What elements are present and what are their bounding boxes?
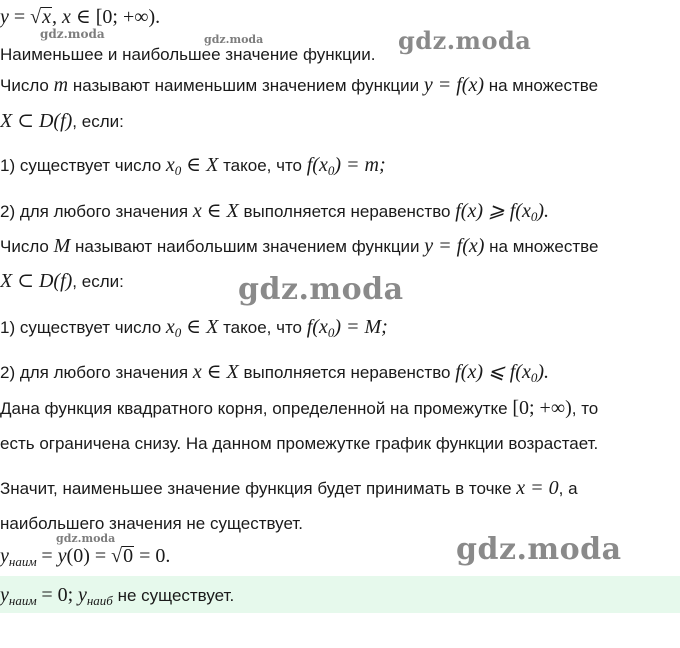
text: 1) существует число (0, 156, 162, 175)
math-M: M (53, 235, 71, 257)
text: выполняется неравенство (243, 363, 451, 382)
text: Дана функция квадратного корня, определенной на промежутке (0, 399, 508, 418)
condition-2-max (0, 361, 549, 389)
condition-2-min (0, 200, 549, 228)
given-line-1 (0, 397, 598, 420)
math-set: X ⊂ D(f) (0, 270, 73, 292)
answer-line: $y_{наим} = 0$; $y_{наиб}$ не существует. (0, 584, 235, 608)
watermark-small: gdz.moda (204, 33, 264, 46)
definition-max-line-1 (0, 235, 598, 258)
text: называют наибольшим значением функции (75, 237, 420, 256)
conclusion-line-2: наибольшего значения не существует. (0, 514, 304, 533)
math-m: m (53, 74, 69, 96)
math-x-in-X: x ∈ X (192, 200, 239, 222)
given-line-2: есть ограничена снизу. На данном промежутке график функции возрастает. (0, 434, 599, 453)
watermark-small: gdz.moda (56, 532, 116, 545)
math-x0-in-X: $x_0$ ∈ X (165, 154, 219, 178)
math-set: X ⊂ D(f) (0, 110, 73, 132)
text: выполняется неравенство (243, 202, 451, 221)
text: на множестве (489, 237, 599, 256)
text: , а (558, 479, 578, 498)
math-inequality-max: f(x) ⩽ $f(x_0)$. (455, 361, 550, 385)
definition-max-line-2 (0, 270, 124, 293)
watermark-large: gdz.moda (238, 272, 404, 307)
watermark-large: gdz.moda (456, 532, 622, 567)
text: 2) для любого значения (0, 202, 189, 221)
formula-top: y = √x, x ∈ [0; +∞). (0, 6, 161, 28)
text: называют наименьшим значением функции (72, 76, 420, 95)
math-f-x0-eq-m: $f(x_0) = m$; (306, 154, 386, 178)
text: на множестве (488, 76, 599, 95)
conclusion-line-1 (0, 477, 578, 500)
math-y-fx: y = f(x) (424, 235, 485, 257)
text: такое, что (223, 156, 303, 175)
watermark-large: gdz.moda (398, 26, 532, 55)
text: не существует. (117, 586, 235, 605)
definition-min-line-2 (0, 110, 124, 133)
math-x-in-X: x ∈ X (192, 361, 239, 383)
math-interval: [0; +∞) (512, 397, 572, 419)
math-f-x0-eq-M: $f(x_0) = M$; (306, 316, 388, 340)
condition-1-min (0, 154, 386, 182)
math-x-eq-0: x = 0 (516, 477, 559, 499)
text: 1) существует число (0, 318, 162, 337)
condition-1-max (0, 316, 388, 344)
text: Значит, наименьшее значение функция будет принимать в точке (0, 479, 512, 498)
watermark-small: gdz.moda (40, 27, 105, 41)
text: , если: (72, 272, 124, 291)
definition-min-line-1 (0, 74, 598, 97)
text: 2) для любого значения (0, 363, 189, 382)
text: , если: (72, 112, 124, 131)
text: Число (0, 76, 49, 95)
math-x0-in-X: $x_0$ ∈ X (165, 316, 219, 340)
math-inequality-min: f(x) ⩾ $f(x_0)$. (455, 200, 550, 224)
computation: $y_{наим} = y(0) = √0 = 0$. (0, 545, 171, 569)
text: , то (571, 399, 599, 418)
math-y-fx: y = f(x) (423, 74, 484, 96)
section-title: Наименьшее и наибольшее значение функции. (0, 45, 376, 64)
text: такое, что (223, 318, 303, 337)
text: Число (0, 237, 49, 256)
